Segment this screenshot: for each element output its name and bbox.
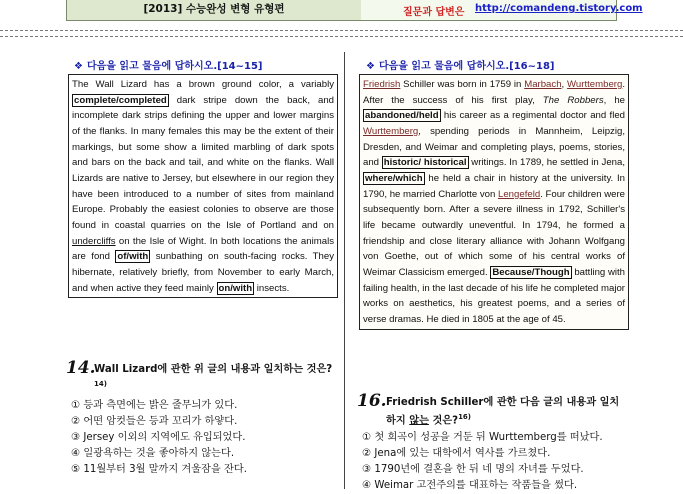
passage-text: , spending periods in Mannheim, Leipzig, Dresden, and Weimar and completing plays, poems, stories, and [363,125,625,169]
header-contact-link[interactable]: http://comandeng.tistory.com [475,3,643,14]
passage-text: insects. [254,282,290,294]
question-14-options [71,398,247,478]
left-instruction-text: 다음을 읽고 물음에 답하시오.[14~15] [86,61,263,72]
header-contact-box [361,0,643,21]
answer-choice-box: of/with [117,251,149,263]
column-divider [344,52,345,489]
passage-text: writings. In 1789, he settled in Jena, [468,157,625,169]
proper-noun: Wurttemberg [567,79,623,90]
question-number-14: 14. [66,358,96,378]
footnote-14: 14) [94,380,107,388]
proper-noun: Wurttemberg [363,125,419,137]
answer-option[interactable]: ③ Jersey 이외의 지역에도 유입되었다. [71,432,246,443]
passage-text: sunbathing on south-facing rocks. They hibernate, relatively briefly, from November to early March, and when active they feed mainly [72,251,334,294]
answer-option[interactable]: ① 등과 측면에는 밝은 줄무늬가 있다. [71,400,238,411]
passage-text: , [561,79,568,90]
header-title: [2013] 수능완성 변형 유형편 [143,3,285,15]
diamond-bullet-icon: ❖ [366,61,375,72]
question-14-prompt: Wall Lizard에 관한 위 글의 내용과 일치하는 것은? [94,364,333,375]
answer-option[interactable]: ④ 일광욕하는 것을 좋아하지 않는다. [71,448,235,459]
right-instruction-text: 다음을 읽고 물음에 답하시오.[16~18] [378,61,555,72]
answer-option[interactable]: ② Jena에 있는 대학에서 역사를 가르쳤다. [362,448,551,459]
question-16-prompt-end: 것은? [428,415,459,427]
italic-title: The Robbers [542,94,604,106]
passage-text: on the Isle of Wight. In both locations the animals are fond [72,235,334,263]
passage-text: battling with failing health, in the last decade of his life he completed major works on aesthetics, his greatest poems, and a series of verse dramas. He died in 1805 at the age of 45. [363,266,626,325]
answer-choice-box: Because/Though [492,266,570,278]
lizard-passage [68,74,338,298]
header-contact-label: 질문과 답변은 [403,7,465,18]
underlined-word: undercliffs [72,235,116,247]
passage-text: . After the success of his first play, [363,79,625,106]
passage-text: The Wall Lizard has a brown ground color, a variably [72,79,334,90]
schiller-passage [359,74,629,330]
question-16-prompt: Friedrish Schiller에 관한 다음 글의 내용과 일치하지 [386,397,620,427]
proper-noun: Friedrish [363,79,401,90]
passage-text: his career as a regimental doctor and fled [440,110,625,122]
answer-choice-box: where/which [365,172,423,184]
question-16-emphasis: 않는 [409,415,429,427]
passage-text: Schiller was born in 1759 in [400,79,525,90]
answer-option[interactable]: ⑤ 11월부터 3월 말까지 겨울잠을 잔다. [71,464,247,475]
passage-text: . Four children were subsequently born. After a severe illness in 1792, Schiller's life became outwardly uneventful. In 1794, he formed a friendship and close literary alliance with Johann Wolfgang von Goethe, out of which some of his central works of Weimar Classicism emerged. [363,188,626,278]
page-header [66,0,643,22]
question-16-text [386,395,626,428]
answer-choice-box: abandoned/held [365,110,439,122]
question-number-16: 16. [357,391,387,411]
question-16-options [362,430,603,494]
left-instruction [74,57,262,72]
passage-text: he held a chair in history at the university. In 1790, he married Charlotte von [363,172,625,200]
answer-choice-box: complete/completed [74,94,167,106]
header-title-box [66,0,362,21]
footnote-16: 16) [458,413,472,421]
answer-option[interactable]: ② 어떤 암컷들은 등과 꼬리가 하얗다. [71,416,238,427]
diamond-bullet-icon: ❖ [74,61,83,72]
answer-choice-box: on/with [218,282,253,294]
answer-option[interactable]: ④ Weimar 고전주의를 대표하는 작품들을 썼다. [362,480,578,491]
proper-noun: Marbach [524,79,562,90]
proper-noun: Lengefeld [498,188,541,200]
passage-text: , he [603,94,625,106]
right-instruction [366,57,554,72]
question-14-text [94,362,334,395]
passage-text: dark stripe down the back, and incomplete dark strips defining the upper and lower margins of the flanks. In many females this may be the extent of their markings, but some show a limited marbling of dark spots and bars on the back and tail, and white on the flanks. Wall Lizards are native to Jersey, but elsewhere in our region they have been introduced to a number of sites from mainland Europe. Probably the easiest colonies to observe are those found in coastal quarries on the Isle of Portland and on [72,94,334,231]
answer-option[interactable]: ① 첫 희곡이 성공을 거둔 뒤 Wurttemberg를 떠났다. [362,432,603,443]
header-divider-dashed [0,30,683,31]
answer-option[interactable]: ③ 1790년에 결혼을 한 뒤 네 명의 자녀를 두었다. [362,464,584,475]
answer-choice-box: historic/ historical [383,157,467,169]
header-divider-dashed-2 [0,36,683,37]
